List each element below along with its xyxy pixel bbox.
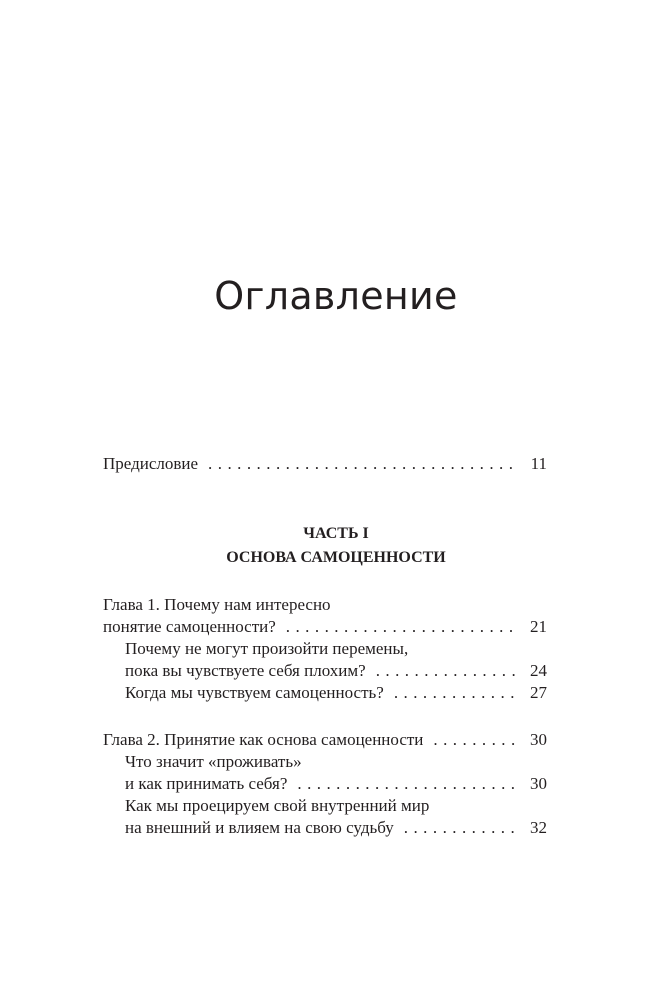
entry-label: и как принимать себя? [125,774,288,793]
toc-entry-section[interactable] [103,682,547,704]
page-title: Оглавление [214,274,458,318]
toc-entry-chapter-1[interactable] [103,594,547,616]
toc-entry-section-cont[interactable] [103,773,547,795]
dot-leader [297,773,517,795]
entry-label: Что значит «проживать» [125,752,302,771]
part-number: ЧАСТЬ I [303,525,369,542]
dot-leader [286,616,517,638]
entry-label: Как мы проецируем свой внутренний мир [125,796,430,815]
dot-leader [376,660,517,682]
page-number: 30 [530,774,547,793]
part-heading [0,522,672,570]
entry-label: Когда мы чувствуем самоценность? [125,683,384,702]
dot-leader [394,682,517,704]
dot-leader [404,817,517,839]
toc-entry-chapter-2[interactable] [103,729,547,751]
entry-label: Глава 2. Принятие как основа самоценности [103,730,424,749]
toc-chapter-2 [103,729,547,839]
entry-label: Предисловие [103,454,199,473]
toc-entry-chapter-1-cont[interactable] [103,616,547,638]
toc-entry-section[interactable] [103,638,547,660]
entry-label: пока вы чувствуете себя плохим? [125,661,366,680]
entry-label: Почему не могут произойти перемены, [125,639,409,658]
page-number: 32 [530,818,547,837]
toc-chapter-1 [103,594,547,704]
page-number: 24 [530,661,547,680]
page-number: 21 [530,617,547,636]
toc-entry-section[interactable] [103,751,547,773]
entry-label: на внешний и влияем на свою судьбу [125,818,394,837]
toc-entry-section-cont[interactable] [103,817,547,839]
part-title: ОСНОВА САМОЦЕННОСТИ [226,549,446,566]
dot-leader [208,453,517,475]
toc-entry-preface[interactable] [103,453,547,475]
entry-label: понятие самоценности? [103,617,276,636]
page-number: 27 [530,683,547,702]
toc-entry-section[interactable] [103,795,547,817]
dot-leader [433,729,517,751]
entry-label: Глава 1. Почему нам интересно [103,595,331,614]
page-number: 11 [530,454,547,473]
toc-entry-section-cont[interactable] [103,660,547,682]
page-number: 30 [530,730,547,749]
